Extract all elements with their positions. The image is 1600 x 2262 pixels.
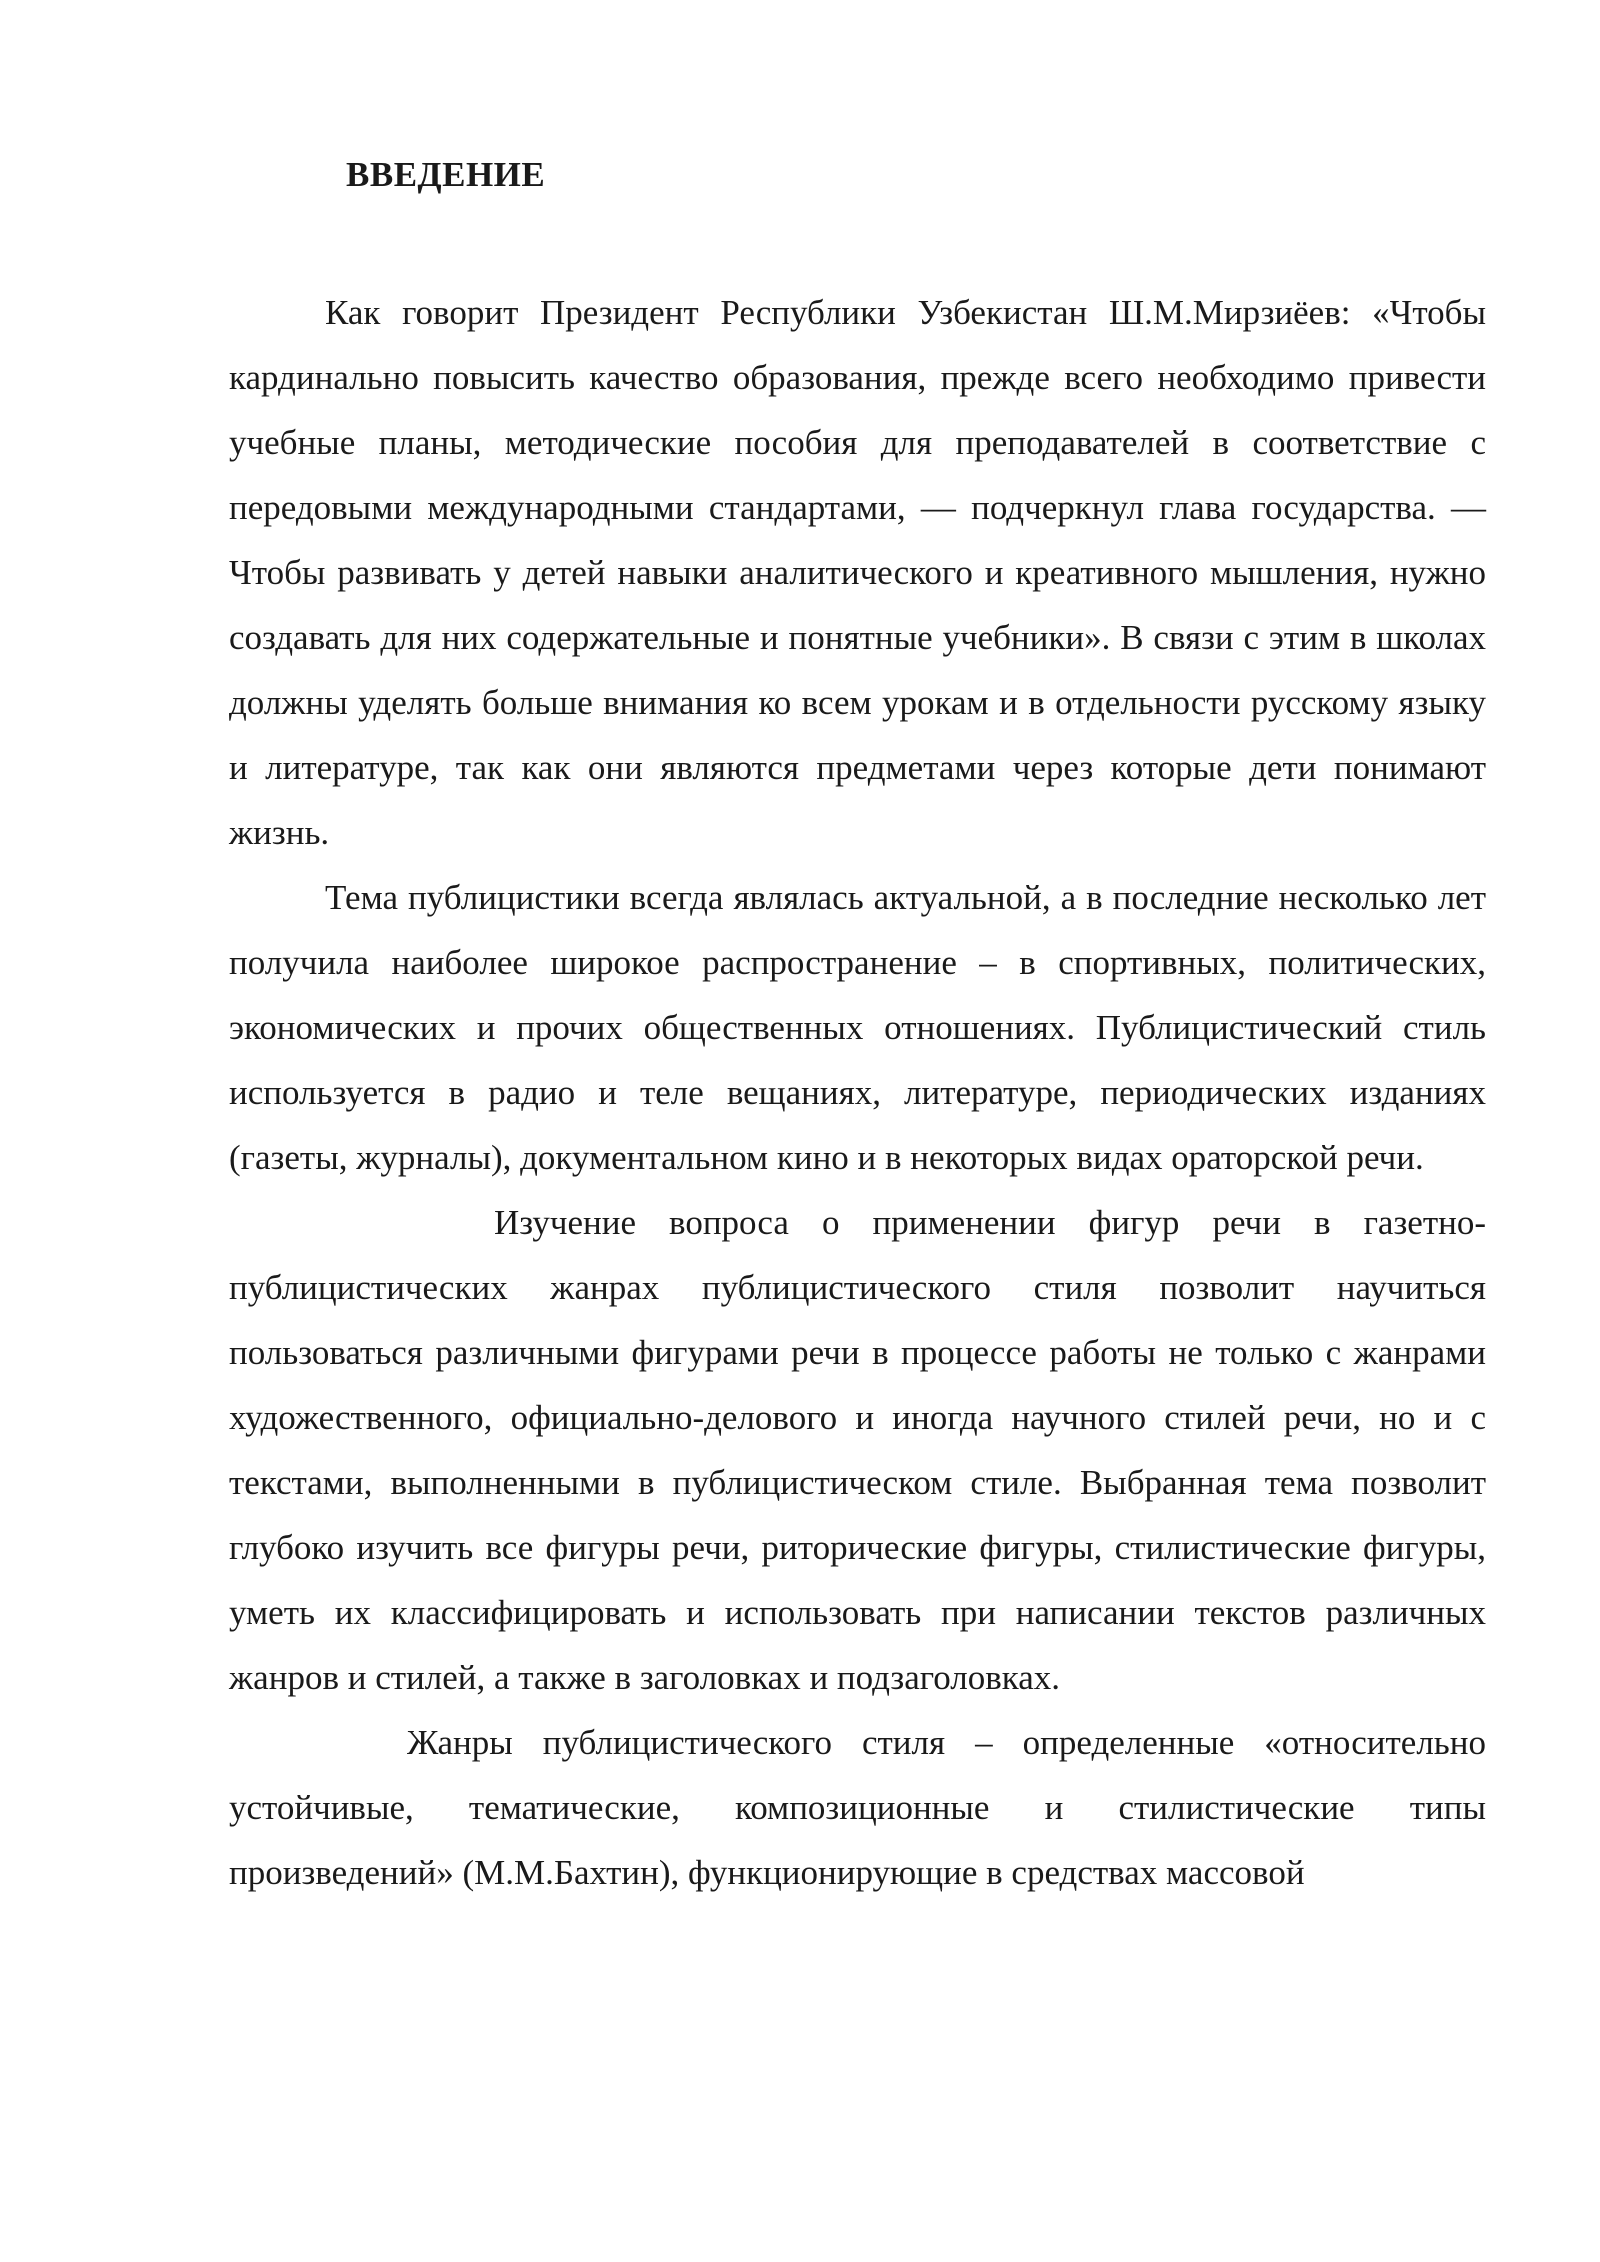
paragraph: Изучение вопроса о применении фигур речи в газетно-публицистических жанрах публицистического стиля позволит научиться пользоваться различными фигурами речи в процессе работы не только с жанрами художественного, официально-делового и иногда научного стилей речи, но и с текстами, выполненными в публицистическом стиле. Выбранная тема позволит глубоко изучить все фигуры речи, риторические фигуры, стилистические фигуры, уметь их классифицировать и использовать при написании текстов различных жанров и стилей, а также в заголовках и подзаголовках. bbox=[229, 1203, 1486, 1697]
paragraph: Как говорит Президент Республики Узбекистан Ш.М.Мирзиёев: «Чтобы кардинально повысить качество образования, прежде всего необходимо привести учебные планы, методические пособия для преподавателей в соответствие с передовыми международными стандартами, — подчеркнул глава государства. — Чтобы развивать у детей навыки аналитического и креативного мышления, нужно создавать для них содержательные и понятные учебники». В связи с этим в школах должны уделять больше внимания ко всем урокам и в отдельности русскому языку и литературе, так как они являются предметами через которые дети понимают жизнь. bbox=[229, 293, 1486, 852]
page-title: ВВЕДЕНИЕ bbox=[346, 155, 546, 194]
paragraph: Жанры публицистического стиля – определенные «относительно устойчивые, тематические, композиционные и стилистические типы произведений» (М.М.Бахтин), функционирующие в средствах массовой bbox=[229, 1723, 1486, 1892]
paragraph: Тема публицистики всегда являлась актуальной, а в последние несколько лет получила наиболее широкое распространение – в спортивных, политических, экономических и прочих общественных отношениях. Публицистический стиль используется в радио и теле вещаниях, литературе, периодических изданиях (газеты, журналы), документальном кино и в некоторых видах ораторской речи. bbox=[229, 878, 1486, 1177]
document-body bbox=[229, 280, 1486, 1905]
